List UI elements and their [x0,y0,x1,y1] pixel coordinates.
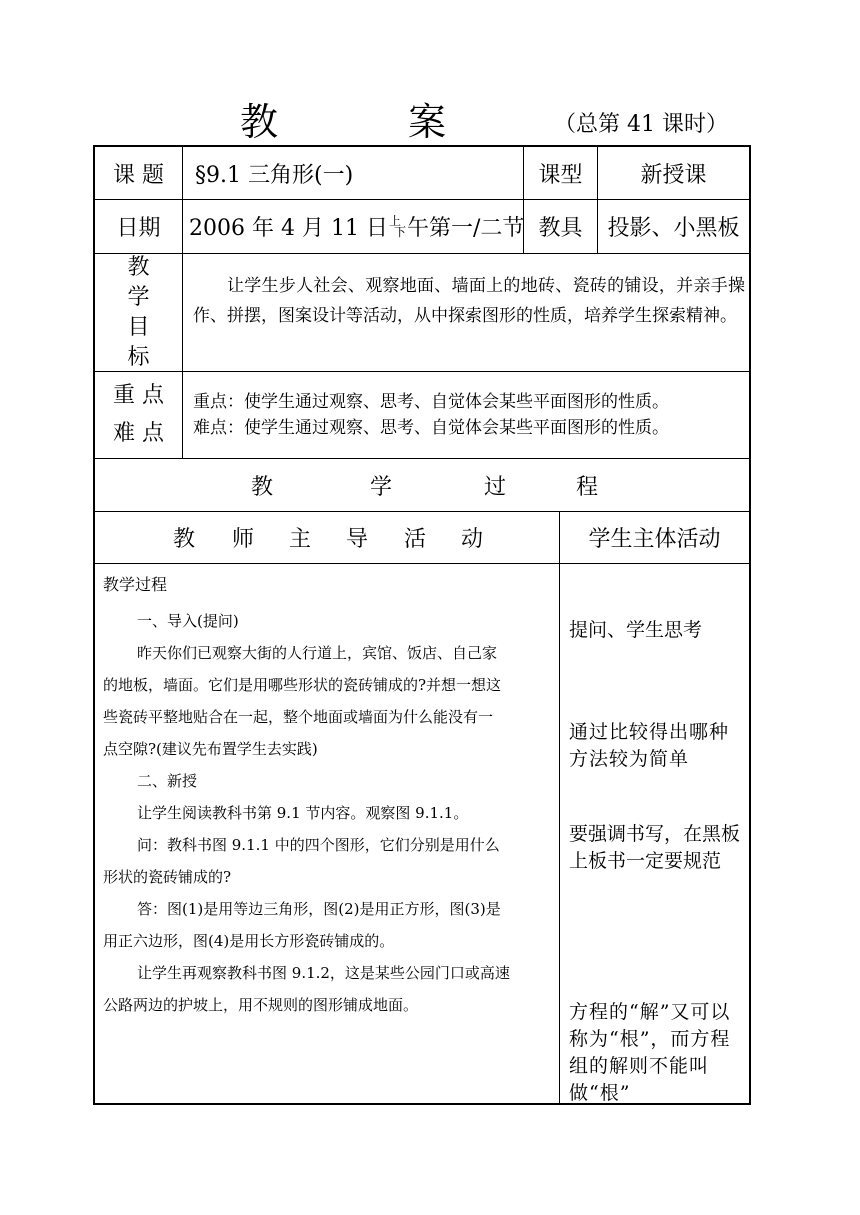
title-char-an: 案 [408,100,447,144]
column-divider [182,145,183,458]
table-border-right [749,145,751,1105]
teacher-header-char: 主 [289,527,312,552]
total-lesson-count: （总第 41 课时） [554,112,728,137]
key-points-text [193,389,749,441]
process-header-char: 教 [251,474,274,500]
row-divider [93,563,751,564]
date-value [189,200,523,253]
process-line: 一、导入(提问) [137,612,239,630]
difficult-point-text: 难点：使学生通过观察、思考、自觉体会某些平面图形的性质。 [193,418,669,438]
teacher-header-char: 导 [346,527,369,552]
objectives-label-char: 学 [127,284,150,310]
objectives-label [95,254,182,371]
row-divider [93,371,751,372]
objectives-text: 让学生步人社会、观察地面、墙面上的地砖、瓷砖的铺设，并亲手操作、拼摆，图案设计等活动，从中探索图形的性质，培养学生探索精神。 [193,276,745,326]
process-line: 些瓷砖平整地贴合在一起，整个地面或墙面为什么能没有一 [103,708,494,726]
topic-value: §9.1 三角形(一) [195,162,354,188]
key-point-label: 重 点 [113,383,164,408]
student-activity-header: 学生主体活动 [588,527,721,552]
process-line: 公路两边的护坡上，用不规则的图形铺成地面。 [103,996,419,1014]
process-line: 答：图(1)是用等边三角形，图(2)是用正方形，图(3)是 [137,900,501,918]
process-line: 形状的瓷砖铺成的? [103,868,232,886]
teacher-header-char: 活 [404,527,427,552]
student-note: 要强调书写，在黑板上板书一定要规范 [569,823,741,872]
process-line: 二、新授 [137,772,198,790]
teacher-activity-header [95,512,559,563]
process-section-header [95,459,749,511]
student-note: 方程的“解”又可以称为“根”，而方程组的解则不能叫做“根” [569,1001,731,1104]
row-divider [93,253,751,254]
teaching-tools-label: 教具 [538,216,583,241]
teaching-tools-value: 投影、小黑板 [607,216,740,241]
column-divider [559,511,560,1104]
process-heading: 教学过程 [103,575,168,594]
page-title-row [0,98,860,148]
difficult-point-label: 难 点 [113,421,164,446]
objectives-label-char: 标 [127,344,150,370]
process-line: 用正六边形，图(4)是用长方形瓷砖铺成的。 [103,932,395,950]
objectives-label-char: 教 [127,254,150,280]
date-value-suffix: 午第一/二节 [406,216,525,241]
student-note: 通过比较得出哪种方法较为简单 [569,721,730,770]
title-char-jiao: 教 [240,100,279,144]
date-pm-mark: 下 [393,224,406,239]
teacher-header-char: 教 [173,527,196,552]
process-line: 问：教科书图 9.1.1 中的四个图形，它们分别是用什么 [137,836,500,854]
key-point-text: 重点：使学生通过观察、思考、自觉体会某些平面图形的性质。 [193,392,669,412]
process-line: 的地板，墙面。它们是用哪些形状的瓷砖铺成的?并想一想这 [103,676,502,694]
teacher-header-char: 师 [232,527,255,552]
process-header-char: 过 [484,474,507,500]
student-note: 提问、学生思考 [569,619,703,641]
date-am-mark: 上 [388,213,401,228]
date-label: 日期 [116,216,161,241]
lesson-plan-table [93,145,751,1105]
teacher-header-char: 动 [461,527,484,552]
process-line: 点空隙?(建议先布置学生去实践) [103,740,318,758]
process-line: 让学生阅读教科书第 9.1 节内容。观察图 9.1.1。 [137,804,469,822]
process-line: 让学生再观察教科书图 9.1.2，这是某些公园门口或高速 [137,964,510,982]
lesson-type-label: 课型 [538,162,583,188]
process-body [103,605,551,1021]
process-header-char: 学 [370,474,393,500]
process-line: 昨天你们已观察大街的人行道上，宾馆、饭店、自己家 [137,644,498,662]
objectives-label-char: 目 [127,314,150,340]
lesson-type-value: 新授课 [640,162,707,188]
key-points-label [95,372,182,458]
topic-label: 课 题 [113,162,164,188]
process-header-char: 程 [576,474,599,500]
date-value-prefix: 2006 年 4 月 11 日 [189,216,388,241]
